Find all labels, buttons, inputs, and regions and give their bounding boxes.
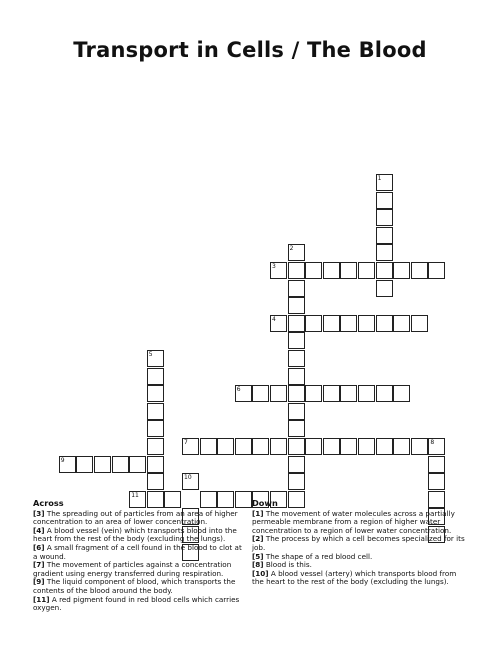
grid-cell[interactable] [340, 315, 357, 332]
clue-text: The movement of water molecules across a partially permeable membrane from a region of higher water concentration to a region of lower water concentration. [252, 508, 455, 535]
grid-cell[interactable] [358, 438, 375, 455]
grid-cell[interactable] [358, 385, 375, 402]
grid-cell[interactable] [288, 350, 305, 367]
grid-cell[interactable] [376, 227, 393, 244]
clue-text: The liquid component of blood, which transports the contents of the blood around the body. [33, 577, 236, 595]
grid-cell[interactable] [270, 315, 287, 332]
grid-cell[interactable] [340, 438, 357, 455]
grid-cell[interactable] [147, 473, 164, 490]
grid-cell[interactable] [270, 438, 287, 455]
grid-cell[interactable] [428, 262, 445, 279]
grid-cell[interactable] [288, 262, 305, 279]
across-clue-list [33, 510, 248, 613]
clue-number: 10 [184, 474, 192, 482]
clue-text: A small fragment of a cell found in the blood to clot at a wound. [33, 542, 242, 561]
clue-num: [3] [33, 508, 45, 518]
grid-cell[interactable] [288, 403, 305, 420]
clue-num: [6] [33, 542, 45, 552]
grid-cell[interactable] [147, 438, 164, 455]
across-clue [33, 544, 248, 561]
clue-number: 1 [377, 175, 382, 182]
grid-cell[interactable] [288, 332, 305, 349]
clue-num: [1] [252, 508, 264, 518]
grid-cell[interactable] [305, 262, 322, 279]
grid-cell[interactable] [288, 385, 305, 402]
clue-text: The shape of a red blood cell. [263, 551, 373, 561]
grid-cell[interactable] [76, 456, 93, 473]
down-clues [252, 499, 470, 587]
grid-cell[interactable] [288, 473, 305, 490]
grid-cell[interactable] [376, 438, 393, 455]
grid-cell[interactable] [411, 438, 428, 455]
grid-cell[interactable] [288, 315, 305, 332]
grid-cell[interactable] [323, 315, 340, 332]
across-clue [33, 578, 248, 595]
clue-text: The movement of particles against a concentration gradient using energy transferred during respiration. [33, 560, 232, 578]
grid-cell[interactable] [376, 174, 393, 191]
grid-cell[interactable] [428, 473, 445, 490]
clue-text: The process by which a cell becomes specialized for its job. [252, 534, 465, 552]
grid-cell[interactable] [288, 280, 305, 297]
grid-cell[interactable] [147, 385, 164, 402]
grid-cell[interactable] [288, 420, 305, 437]
clue-num: [10] [252, 568, 269, 578]
grid-cell[interactable] [252, 438, 269, 455]
clue-text: A blood vessel (artery) which transports blood from the heart to the rest of the body (excluding the lungs). [252, 568, 457, 587]
grid-cell[interactable] [147, 368, 164, 385]
clue-number: 8 [430, 439, 435, 446]
grid-cell[interactable] [376, 262, 393, 279]
grid-cell[interactable] [305, 438, 322, 455]
grid-cell[interactable] [235, 385, 252, 402]
across-clue [33, 527, 248, 544]
clue-text: The spreading out of particles from an area of higher concentration to an area of lower concentration. [33, 508, 238, 527]
grid-cell[interactable] [129, 456, 146, 473]
clue-text: A blood vessel (vein) which transports blood into the heart from the rest of the body (excluding the lungs). [33, 525, 237, 544]
puzzle-title: Transport in Cells / The Blood [73, 38, 427, 62]
grid-cell[interactable] [323, 385, 340, 402]
grid-cell[interactable] [147, 420, 164, 437]
grid-cell[interactable] [376, 315, 393, 332]
down-heading: Down [252, 498, 278, 508]
grid-cell[interactable] [288, 368, 305, 385]
clue-number: 3 [272, 263, 276, 270]
across-clues [33, 499, 248, 613]
grid-cell[interactable] [376, 209, 393, 226]
clue-num: [5] [252, 551, 264, 561]
clue-text: A red pigment found in red blood cells which carries oxygen. [33, 594, 240, 613]
clue-number: 7 [184, 439, 188, 446]
grid-cell[interactable] [305, 315, 322, 332]
grid-cell[interactable] [270, 262, 287, 279]
down-clue [252, 570, 470, 587]
grid-cell[interactable] [340, 385, 357, 402]
clue-num: [2] [252, 534, 264, 544]
grid-cell[interactable] [411, 262, 428, 279]
clue-number: 5 [148, 351, 153, 358]
grid-cell[interactable] [252, 385, 269, 402]
grid-cell[interactable] [428, 456, 445, 473]
grid-cell[interactable] [147, 403, 164, 420]
grid-cell[interactable] [393, 385, 410, 402]
grid-cell[interactable] [358, 262, 375, 279]
down-clue [252, 535, 470, 552]
clue-num: [9] [33, 577, 45, 587]
grid-cell[interactable] [112, 456, 129, 473]
grid-cell[interactable] [376, 244, 393, 261]
grid-cell[interactable] [217, 438, 234, 455]
grid-cell[interactable] [393, 315, 410, 332]
clue-number: 11 [131, 491, 139, 499]
grid-cell[interactable] [288, 456, 305, 473]
clue-num: [7] [33, 560, 45, 570]
clue-number: 6 [236, 386, 241, 394]
grid-cell[interactable] [182, 473, 199, 490]
clue-num: [4] [33, 525, 45, 535]
grid-cell[interactable] [147, 456, 164, 473]
clue-number: 9 [60, 456, 65, 464]
across-clue [33, 510, 248, 527]
grid-cell[interactable] [235, 438, 252, 455]
grid-cell[interactable] [288, 244, 305, 261]
across-clue [33, 596, 248, 613]
grid-cell[interactable] [288, 438, 305, 455]
clue-number: 2 [289, 245, 294, 253]
grid-cell[interactable] [323, 262, 340, 279]
clue-number: 4 [272, 315, 276, 323]
grid-cell[interactable] [94, 456, 111, 473]
grid-cell[interactable] [411, 315, 428, 332]
across-clue [33, 561, 248, 578]
grid-cell[interactable] [200, 438, 217, 455]
grid-cell[interactable] [393, 262, 410, 279]
clue-text: Blood is this. [263, 560, 312, 570]
grid-cell[interactable] [358, 315, 375, 332]
grid-cell[interactable] [393, 438, 410, 455]
down-clue-list [252, 510, 470, 587]
grid-cell[interactable] [340, 262, 357, 279]
grid-cell[interactable] [376, 385, 393, 402]
grid-cell[interactable] [376, 280, 393, 297]
grid-cell[interactable] [147, 350, 164, 367]
clue-num: [8] [252, 560, 264, 570]
grid-cell[interactable] [288, 297, 305, 314]
grid-cell[interactable] [305, 385, 322, 402]
clue-num: [11] [33, 594, 50, 604]
down-clue [252, 510, 470, 536]
across-heading: Across [33, 498, 64, 508]
grid-cell[interactable] [376, 192, 393, 209]
grid-cell[interactable] [59, 456, 76, 473]
grid-cell[interactable] [182, 438, 199, 455]
grid-cell[interactable] [428, 438, 445, 455]
grid-cell[interactable] [323, 438, 340, 455]
grid-cell[interactable] [270, 385, 287, 402]
